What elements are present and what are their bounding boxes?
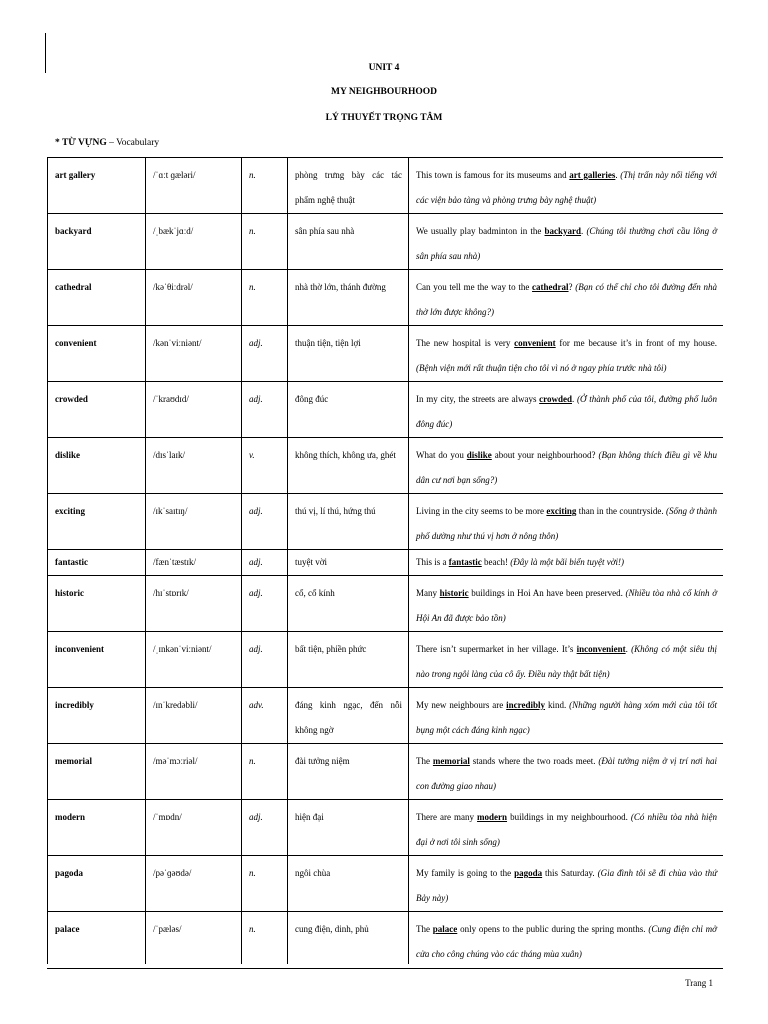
vocab-row — [48, 158, 724, 214]
vocab-pronunciation: /ˈɑːt ɡæləri/ — [146, 158, 242, 214]
vocab-word: pagoda — [48, 856, 146, 912]
vocab-example — [409, 438, 724, 494]
example-text-before: The new hospital is very — [416, 338, 515, 348]
vocab-row — [48, 912, 724, 965]
example-translation: (Thị trấn này nổi tiếng với các viện bảo tàng và phòng trưng bày nghệ thuật) — [416, 170, 718, 205]
vocab-part-of-speech: n. — [242, 744, 288, 800]
vocab-word: cathedral — [48, 270, 146, 326]
vocab-row — [48, 382, 724, 438]
vocab-example — [409, 270, 724, 326]
example-text-after: buildings in Hoi An have been preserved. — [468, 588, 626, 598]
example-translation: (Chúng tôi thường chơi cầu lông ở sân phía sau nhà) — [416, 226, 718, 261]
example-translation: (Đây là một bãi biển tuyệt vời!) — [510, 557, 625, 567]
unit-heading: UNIT 4 — [368, 63, 400, 73]
example-text-before: The — [416, 756, 433, 766]
example-text-after: this Saturday. — [542, 868, 598, 878]
vocab-pronunciation: /dɪsˈlaɪk/ — [146, 438, 242, 494]
example-text-before: Living in the city seems to be more — [416, 506, 547, 516]
example-text-after: . — [581, 226, 587, 236]
vocab-part-of-speech: adv. — [242, 688, 288, 744]
example-keyword: inconvenient — [576, 644, 626, 654]
example-keyword: fantastic — [448, 557, 482, 567]
example-translation: (Bạn không thích điều gì về khu dân cư nơi bạn sống?) — [416, 450, 718, 485]
vocab-example — [409, 912, 724, 965]
vocab-meaning: phòng trưng bày các tác phẩm nghệ thuật — [288, 158, 409, 214]
example-text-after: for me because it’s in front of my house. — [555, 338, 718, 348]
vocab-word: inconvenient — [48, 632, 146, 688]
example-keyword: art galleries — [569, 170, 616, 180]
vocab-word: dislike — [48, 438, 146, 494]
vocab-word: exciting — [48, 494, 146, 550]
vocab-word: memorial — [48, 744, 146, 800]
example-text-after: only opens to the public during the spring months. — [457, 924, 649, 934]
example-keyword: palace — [432, 924, 458, 934]
example-translation: (Có nhiều tòa nhà hiện đại ở nơi tôi sinh sống) — [416, 812, 718, 847]
vocab-pronunciation: /ɪnˈkredəbli/ — [146, 688, 242, 744]
vocab-word: fantastic — [48, 550, 146, 576]
vocab-meaning: hiện đại — [288, 800, 409, 856]
example-keyword: exciting — [546, 506, 577, 516]
example-keyword: convenient — [514, 338, 556, 348]
vocab-pronunciation: /hɪˈstɒrɪk/ — [146, 576, 242, 632]
example-text-before: My family is going to the — [416, 868, 515, 878]
example-translation: (Ở thành phố của tôi, đường phố luôn đông đúc) — [416, 394, 718, 429]
vocab-row — [48, 550, 724, 576]
example-text-after: ? — [568, 282, 576, 292]
example-translation: (Không có một siêu thị nào trong ngôi làng của cô ấy. Điều này thật bất tiện) — [416, 644, 717, 679]
vocab-row — [48, 326, 724, 382]
example-text-before: Can you tell me the way to the — [416, 282, 533, 292]
example-text-before: Many — [416, 588, 440, 598]
vocab-pronunciation: /ˈkraʊdɪd/ — [146, 382, 242, 438]
example-keyword: pagoda — [514, 868, 543, 878]
example-text-after: than in the countryside. — [576, 506, 666, 516]
vocab-meaning: không thích, không ưa, ghét — [288, 438, 409, 494]
example-translation: (Cung điện chỉ mở cửa cho công chúng vào các tháng mùa xuân) — [416, 924, 717, 959]
example-keyword: dislike — [466, 450, 492, 460]
vocab-meaning: bất tiện, phiền phức — [288, 632, 409, 688]
vocab-meaning: đông đúc — [288, 382, 409, 438]
vocab-row — [48, 688, 724, 744]
vocabulary-heading-suffix: – Vocabulary — [106, 138, 160, 148]
vocab-example — [409, 382, 724, 438]
example-translation: (Bệnh viện mới rất thuận tiện cho tôi vì nó ở ngay phía trước nhà tôi) — [416, 363, 667, 373]
vocab-example — [409, 688, 724, 744]
vocab-part-of-speech: adj. — [242, 494, 288, 550]
page-number: Trang 1 — [685, 978, 713, 988]
vocab-part-of-speech: adj. — [242, 800, 288, 856]
vocab-example — [409, 158, 724, 214]
unit-title: MY NEIGHBOURHOOD — [331, 87, 437, 97]
example-text-before: There isn’t supermarket in her village. It’s — [416, 644, 577, 654]
example-keyword: backyard — [544, 226, 582, 236]
example-text-after: buildings in my neighbourhood. — [507, 812, 631, 822]
vocab-meaning: đáng kinh ngạc, đến nỗi không ngờ — [288, 688, 409, 744]
example-translation: (Bạn có thể chỉ cho tôi đường đến nhà thờ lớn được không?) — [416, 282, 717, 317]
vocab-meaning: tuyệt vời — [288, 550, 409, 576]
section-title: LÝ THUYẾT TRỌNG TÂM — [325, 113, 443, 123]
vocab-example — [409, 856, 724, 912]
example-text-after: . — [572, 394, 577, 404]
vocab-row — [48, 270, 724, 326]
vocab-row — [48, 744, 724, 800]
example-translation: (Đài tưởng niệm ở vị trí nơi hai con đường giao nhau) — [416, 756, 718, 791]
example-keyword: memorial — [432, 756, 470, 766]
vocab-pronunciation: /məˈmɔːriəl/ — [146, 744, 242, 800]
vocab-word: backyard — [48, 214, 146, 270]
vocabulary-table-container — [47, 157, 723, 964]
example-translation: (Nhiều tòa nhà cổ kính ở Hội An đã được bảo tồn) — [416, 588, 717, 623]
vocab-word: art gallery — [48, 158, 146, 214]
example-text-after: beach! — [481, 557, 511, 567]
vocab-pronunciation: /fænˈtæstɪk/ — [146, 550, 242, 576]
vocabulary-heading — [55, 138, 159, 148]
example-text-before: My new neighbours are — [416, 700, 507, 710]
vocab-part-of-speech: n. — [242, 214, 288, 270]
vocab-word: convenient — [48, 326, 146, 382]
example-keyword: incredibly — [506, 700, 546, 710]
vocab-meaning: thuận tiện, tiện lợi — [288, 326, 409, 382]
vocabulary-table — [47, 157, 723, 964]
vocab-part-of-speech: adj. — [242, 326, 288, 382]
footer-divider — [47, 968, 723, 969]
vocab-example — [409, 214, 724, 270]
example-text-before: In my city, the streets are always — [416, 394, 540, 404]
vocab-row — [48, 800, 724, 856]
example-text-before: The — [416, 924, 433, 934]
vocab-pronunciation: /kənˈviːniənt/ — [146, 326, 242, 382]
vocab-word: modern — [48, 800, 146, 856]
example-text-after: . — [615, 170, 621, 180]
vocab-meaning: sân phía sau nhà — [288, 214, 409, 270]
example-keyword: modern — [477, 812, 508, 822]
vocab-pronunciation: /ˌbækˈjɑːd/ — [146, 214, 242, 270]
example-translation: (Gia đình tôi sẽ đi chùa vào thứ Bảy này) — [416, 868, 717, 903]
vocab-meaning: cổ, cổ kính — [288, 576, 409, 632]
vocab-row — [48, 214, 724, 270]
vocabulary-table-body — [48, 158, 724, 965]
vocab-row — [48, 856, 724, 912]
example-translation: (Những người hàng xóm mới của tôi tốt bụng một cách đáng kinh ngạc) — [416, 700, 717, 735]
vocab-meaning: đài tưởng niệm — [288, 744, 409, 800]
vocab-meaning: cung điện, dinh, phủ — [288, 912, 409, 965]
vocab-meaning: thú vị, lí thú, hứng thú — [288, 494, 409, 550]
vocab-pronunciation: /ˈpæləs/ — [146, 912, 242, 965]
vocab-part-of-speech: n. — [242, 856, 288, 912]
vocab-example — [409, 494, 724, 550]
vocab-example — [409, 550, 724, 576]
vocab-pronunciation: /ˈmɒdn/ — [146, 800, 242, 856]
vocab-row — [48, 632, 724, 688]
example-text-after: stands where the two roads meet. — [469, 756, 599, 766]
vocab-meaning: ngôi chùa — [288, 856, 409, 912]
vocab-part-of-speech: n. — [242, 912, 288, 965]
vocab-example — [409, 632, 724, 688]
vocabulary-heading-prefix: * TỪ VỰNG — [55, 138, 107, 148]
example-keyword: historic — [439, 588, 469, 598]
vocab-example — [409, 576, 724, 632]
vocab-part-of-speech: adj. — [242, 382, 288, 438]
vocab-row — [48, 438, 724, 494]
example-text-after: about your neighbourhood? — [491, 450, 599, 460]
vocab-example — [409, 326, 724, 382]
vocab-part-of-speech: adj. — [242, 632, 288, 688]
vocab-meaning: nhà thờ lớn, thánh đường — [288, 270, 409, 326]
vocab-row — [48, 576, 724, 632]
vocab-part-of-speech: n. — [242, 270, 288, 326]
example-text-before: This town is famous for its museums and — [416, 170, 570, 180]
vocab-pronunciation: /kəˈθiːdrəl/ — [146, 270, 242, 326]
example-translation: (Sống ở thành phố dường như thú vị hơn ở nông thôn) — [416, 506, 717, 541]
example-keyword: crowded — [539, 394, 573, 404]
example-text-after: kind. — [545, 700, 570, 710]
vocab-word: palace — [48, 912, 146, 965]
example-text-before: This is a — [416, 557, 449, 567]
vocab-example — [409, 800, 724, 856]
vocab-word: historic — [48, 576, 146, 632]
vocab-part-of-speech: adj. — [242, 550, 288, 576]
example-text-before: There are many — [416, 812, 478, 822]
vocab-pronunciation: /pəˈɡəʊdə/ — [146, 856, 242, 912]
vocab-pronunciation: /ɪkˈsaɪtɪŋ/ — [146, 494, 242, 550]
vocab-pronunciation: /ˌɪnkənˈviːniənt/ — [146, 632, 242, 688]
example-text-before: What do you — [416, 450, 467, 460]
vocab-part-of-speech: v. — [242, 438, 288, 494]
example-text-before: We usually play badminton in the — [416, 226, 545, 236]
vocab-example — [409, 744, 724, 800]
example-text-after: . — [625, 644, 632, 654]
vocab-word: incredibly — [48, 688, 146, 744]
vocab-part-of-speech: n. — [242, 158, 288, 214]
vocab-row — [48, 494, 724, 550]
vocab-part-of-speech: adj. — [242, 576, 288, 632]
example-keyword: cathedral — [532, 282, 569, 292]
vocab-word: crowded — [48, 382, 146, 438]
